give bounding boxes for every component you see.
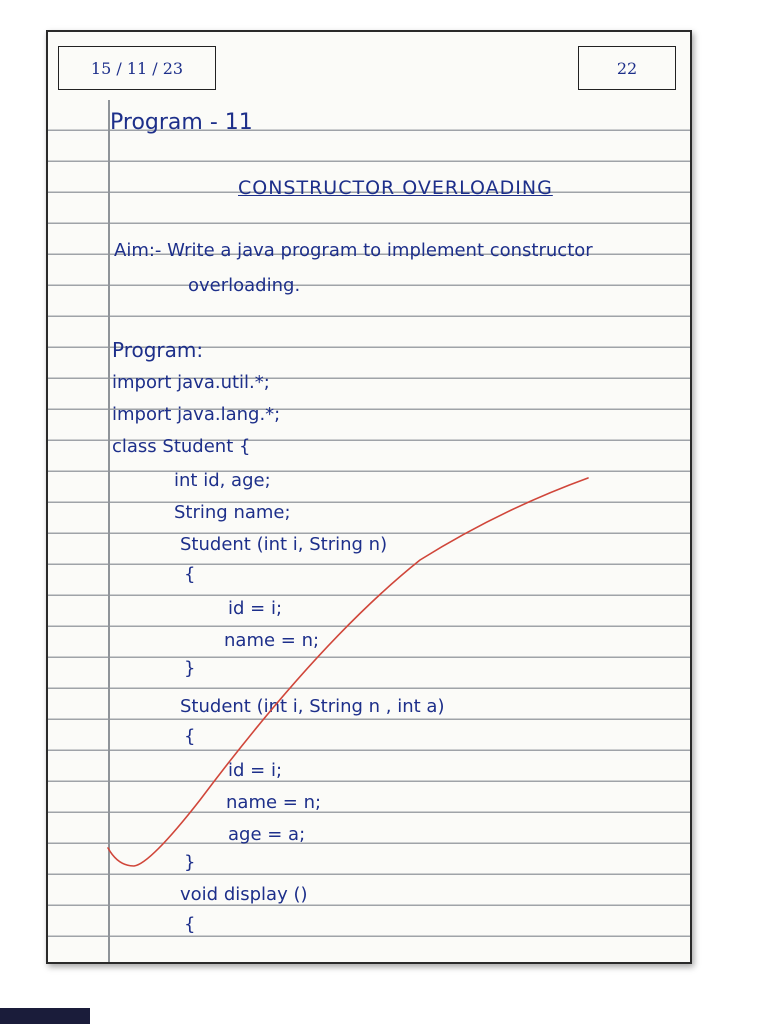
- code-line: Student (int i, String n , int a): [180, 696, 445, 717]
- page-title: CONSTRUCTOR OVERLOADING: [238, 177, 553, 199]
- page-number-text: 22: [616, 58, 638, 78]
- bottom-corner: [0, 1008, 90, 1024]
- code-line: int id, age;: [174, 470, 271, 491]
- page-number-box: [578, 46, 676, 90]
- code-line: void display (): [180, 884, 308, 905]
- code-line: age = a;: [228, 824, 306, 845]
- code-line: {: [184, 914, 196, 935]
- code-line: }: [184, 852, 196, 873]
- code-line: import java.util.*;: [112, 372, 270, 393]
- margin-line: [108, 100, 110, 964]
- aim-line-1: Aim:- Write a java program to implement constructor: [114, 240, 593, 261]
- code-line: name = n;: [226, 792, 322, 813]
- aim-line-2: overloading.: [188, 275, 301, 296]
- notebook-page: [46, 30, 692, 964]
- code-line: import java.lang.*;: [112, 404, 281, 425]
- code-line: }: [184, 658, 196, 679]
- program-label: Program:: [112, 338, 204, 362]
- code-line: Student (int i, String n): [180, 534, 388, 555]
- code-line: id = i;: [228, 760, 283, 781]
- code-line: class Student {: [112, 436, 251, 457]
- program-heading: Program - 11: [110, 110, 253, 135]
- code-line: {: [184, 726, 196, 747]
- code-line: {: [184, 564, 196, 585]
- code-line: String name;: [174, 502, 291, 523]
- code-line: id = i;: [228, 598, 283, 619]
- date-text: 15 / 11 / 23: [90, 58, 184, 78]
- code-line: name = n;: [224, 630, 320, 651]
- date-box: [58, 46, 216, 90]
